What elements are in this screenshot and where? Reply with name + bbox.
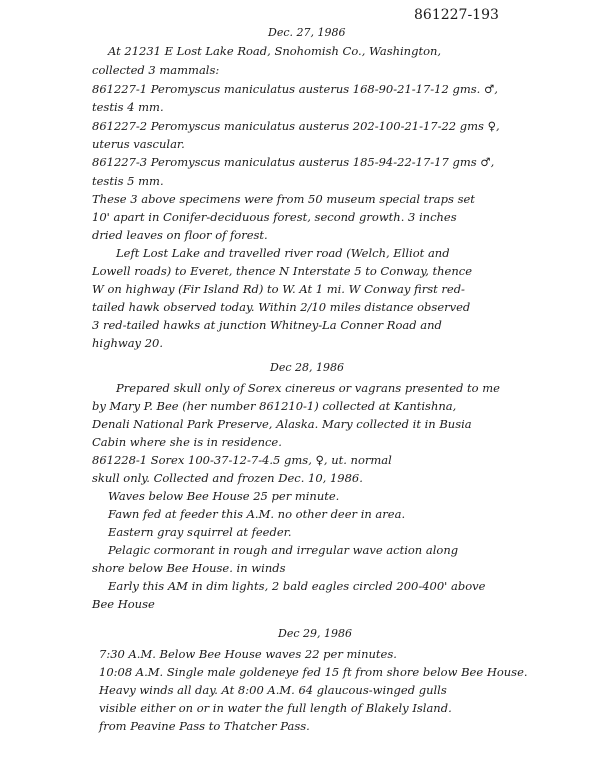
entry-line: Lowell roads) to Everet, thence N Interstate 5 to Conway, thence [92,264,472,278]
entry-line: Denali National Park Preserve, Alaska. Mary collected it in Busia [92,417,472,431]
entry-line: uterus vascular. [92,137,185,151]
entry-line: Heavy winds all day. At 8:00 A.M. 64 glaucous-winged gulls [99,683,447,697]
entry-line: skull only. Collected and frozen Dec. 10, 1986. [92,471,363,485]
entry-line: 861227-1 Peromyscus maniculatus austerus 168-90-21-17-12 gms. ♂, [92,82,498,96]
entry-line: Fawn fed at feeder this A.M. no other deer in area. [108,507,406,521]
entry-line: Early this AM in dim lights, 2 bald eagles circled 200-400' above [108,579,486,593]
entry-line: Bee House [92,597,155,611]
entry-line: Left Lost Lake and travelled river road (Welch, Elliot and [116,246,450,260]
entry-line: At 21231 E Lost Lake Road, Snohomish Co., Washington, [108,44,442,58]
entry-line: Eastern gray squirrel at feeder. [108,525,292,539]
entry-line: highway 20. [92,336,163,350]
entry-date: Dec. 27, 1986 [268,26,346,39]
entry-line: tailed hawk observed today. Within 2/10 miles distance observed [92,300,471,314]
entry-line: Waves below Bee House 25 per minute. [108,489,340,503]
entry-line: 10:08 A.M. Single male goldeneye fed 15 ft from shore below Bee House. [99,665,528,679]
entry-line: 10' apart in Conifer-deciduous forest, second growth. 3 inches [92,210,457,224]
entry-line: 861228-1 Sorex 100-37-12-7-4.5 gms, ♀, ut. normal [92,453,392,467]
entry-date: Dec 29, 1986 [278,627,352,640]
entry-line: Prepared skull only of Sorex cinereus or vagrans presented to me [116,381,500,395]
entry-line: testis 5 mm. [92,174,164,188]
entry-line: These 3 above specimens were from 50 museum special traps set [92,192,475,206]
entry-line: dried leaves on floor of forest. [92,228,268,242]
entry-line: collected 3 mammals: [92,63,220,77]
entry-line: W on highway (Fir Island Rd) to W. At 1 mi. W Conway first red- [92,282,465,296]
entry-line: Pelagic cormorant in rough and irregular wave action along [108,543,459,557]
entry-line: testis 4 mm. [92,100,164,114]
entry-line: 861227-3 Peromyscus maniculatus austerus 185-94-22-17-17 gms ♂, [92,155,495,169]
catalog-id: 861227-193 [414,7,499,23]
entry-line: by Mary P. Bee (her number 861210-1) collected at Kantishna, [92,399,457,413]
entry-line: shore below Bee House. in winds [92,561,286,575]
entry-line: Cabin where she is in residence. [92,435,282,449]
entry-line: visible either on or in water the full length of Blakely Island. [99,701,452,715]
entry-line: 7:30 A.M. Below Bee House waves 22 per minutes. [99,647,397,661]
entry-line: 3 red-tailed hawks at junction Whitney-La Conner Road and [92,318,442,332]
entry-line: from Peavine Pass to Thatcher Pass. [99,719,310,733]
entry-date: Dec 28, 1986 [270,361,344,374]
entry-line: 861227-2 Peromyscus maniculatus austerus 202-100-21-17-22 gms ♀, [92,119,500,133]
